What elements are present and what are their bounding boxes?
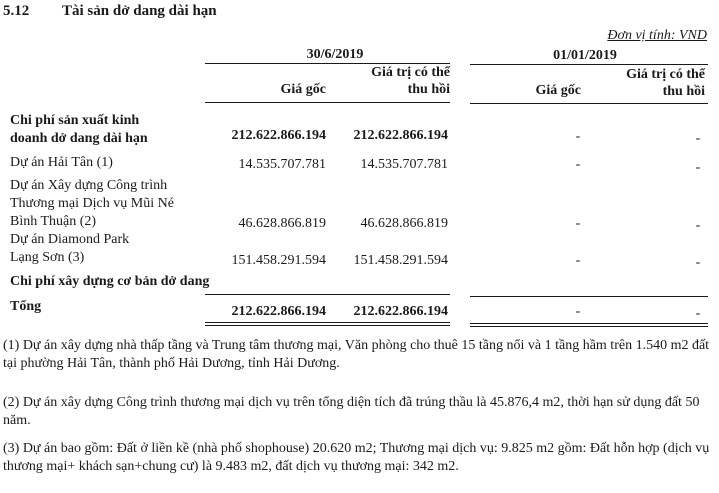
cell-r2-c1: 46.628.866.819: [238, 216, 326, 231]
cell-r2-c4: -: [695, 218, 701, 233]
total-bottom-rule-1b: [205, 325, 450, 326]
cell-r1-c1: 14.535.707.781: [238, 157, 326, 172]
period-date-1: 30/6/2019: [306, 47, 364, 62]
unit-note: Đơn vị tính: VND: [607, 28, 707, 43]
cell-r2-c2: 46.628.866.819: [360, 216, 448, 231]
cell-r2-c3: -: [575, 216, 581, 231]
total-top-rule-2: [470, 296, 708, 297]
period-date-2: 01/01/2019: [553, 48, 617, 63]
section-title: Tài sản dở dang dài hạn: [62, 3, 217, 19]
row-label-cp-xdcb: Chi phí xây dựng cơ bản dở dang: [10, 274, 210, 289]
cell-r0-c2: 212.622.866.194: [353, 128, 448, 143]
total-bottom-rule-1a: [205, 322, 450, 323]
col-original-2: Giá gốc: [535, 83, 581, 98]
cell-r0-c4: -: [695, 131, 701, 146]
cell-r5-c2: 212.622.866.194: [353, 304, 448, 319]
col-recoverable-2: Giá trị có thể thu hồi: [626, 67, 705, 99]
row-label-hai-tan: Dự án Hải Tân (1): [10, 155, 113, 170]
period-rule-2: [470, 64, 708, 65]
cell-r3-c4: -: [695, 255, 701, 270]
note-3: (3) Dự án bao gồm: Đất ở liền kề (nhà phố shophouse) 20.620 m2; Thương mại dịch vụ: 9.825 m2 gồm: Đất hỗn hợp (dịch vụ thương mại+ khách sạn+chung cư) là 9.483 m2, đất dịch vụ thương mại: 342 m2.: [3, 441, 710, 474]
cell-r5-c1: 212.622.866.194: [231, 304, 326, 319]
row-label-total: Tổng: [10, 299, 42, 314]
cell-r1-c4: -: [695, 160, 701, 175]
total-bottom-rule-2b: [470, 326, 708, 327]
cell-r3-c1: 151.458.291.594: [231, 253, 326, 268]
cell-r5-c3: -: [575, 304, 581, 319]
section-number: 5.12: [3, 3, 30, 19]
cell-r5-c4: -: [695, 306, 701, 321]
cell-r3-c2: 151.458.291.594: [353, 253, 448, 268]
cell-r1-c2: 14.535.707.781: [360, 157, 448, 172]
total-top-rule-1: [205, 294, 450, 295]
header-rule-2: [470, 103, 708, 104]
col-recoverable-1: Giá trị có thể thu hồi: [371, 65, 450, 97]
cell-r0-c3: -: [575, 129, 581, 144]
header-rule-1: [205, 102, 450, 103]
note-2: (2) Dự án xây dựng Công trình thương mại dịch vụ trên tổng diện tích đã trúng thầu là 45.876,4 m2, thời hạn sử dụng đất 50 năm.: [3, 395, 700, 428]
cell-r1-c3: -: [575, 157, 581, 172]
cell-r3-c3: -: [575, 253, 581, 268]
note-1: (1) Dự án xây dựng nhà thấp tầng và Trung tâm thương mại, Văn phòng cho thuê 15 tầng nổi và 1 tầng hầm trên 1.540 m2 đất tại phường Hải Tân, thành phố Hải Dương, tỉnh Hải Dương.: [3, 338, 710, 371]
col-original-1: Giá gốc: [280, 82, 326, 97]
cell-r0-c1: 212.622.866.194: [231, 128, 326, 143]
row-label-diamond-park: Dự án Diamond Park Lạng Sơn (3): [10, 232, 130, 265]
total-bottom-rule-2a: [470, 323, 708, 324]
row-label-cp-sxkd: Chi phí sản xuất kinh doanh dở dang dài hạn: [10, 113, 148, 146]
row-label-mui-ne: Dự án Xây dựng Công trình Thương mại Dịch vụ Mũi Né Bình Thuận (2): [10, 178, 174, 229]
